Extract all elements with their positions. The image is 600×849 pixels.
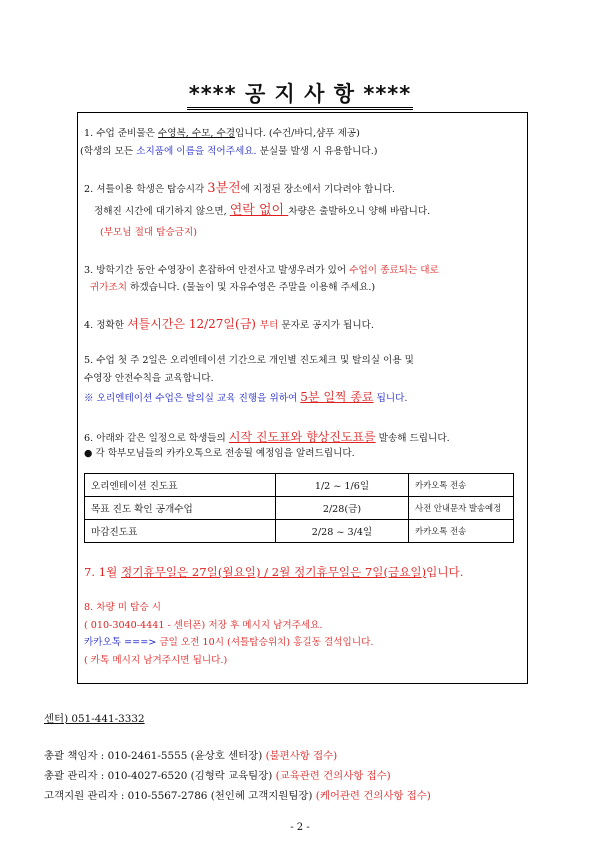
table-row (85, 497, 514, 520)
page-title: **** 공 지 사 항 **** (0, 78, 600, 108)
center-phone: 센터) 051-441-3332 (44, 713, 145, 725)
schedule-method: 사전 안내문자 발송예정 (409, 497, 514, 520)
table-row (85, 520, 514, 543)
item-5-line-3: ※ 오리엔테이션 수업은 탈의실 교육 진행을 위하여 5분 일찍 종료 됩니다. (84, 390, 408, 404)
item-8-line-4: ( 카톡 메시지 남겨주시면 됩니다.) (84, 655, 228, 666)
schedule-method: 카카오톡 전송 (409, 474, 514, 497)
item-1-line-2: (학생의 모든 소지품에 이름을 적어주세요. 분실물 발생 시 유용합니다.) (80, 146, 378, 157)
schedule-method: 카카오톡 전송 (409, 520, 514, 543)
schedule-name: 마감진도표 (85, 520, 276, 543)
schedule-name: 목표 진도 확인 공개수업 (85, 497, 276, 520)
schedule-period: 2/28(금) (276, 497, 409, 520)
item-2-line-1: 2. 셔틀이용 학생은 탑승시각 3분전에 지정된 장소에서 기다려야 합니다. (84, 181, 395, 196)
item-2-line-3: (부모님 절대 탑승금지) (100, 227, 197, 238)
item-5-line-2: 수영장 안전수칙을 교육합니다. (84, 373, 214, 384)
schedule-period: 1/2 ~ 1/6일 (276, 474, 409, 497)
item-8-line-3: 카카오톡 ===> 금일 오전 10시 (셔틀탑승위치) 홍길동 결석입니다. (84, 637, 374, 648)
item-8-line-2: ( 010-3040-4441 - 센터폰) 저장 후 메시지 남겨주세요. (84, 620, 323, 631)
item-7-line-1: 7. 1월 정기휴무일은 27일(월요일) / 2월 정기휴무일은 7일(금요일)입니다. (84, 565, 464, 579)
contact-line: 총괄 관리자 : 010-4027-6520 (김형락 교육팀장) (교육관련 건의사항 접수) (44, 770, 391, 782)
item-5-line-1: 5. 수업 첫 주 2일은 오리엔테이션 기간으로 개인별 진도체크 및 탈의실 이용 및 (84, 355, 414, 366)
item-8-line-1: 8. 차량 미 탑승 시 (84, 602, 161, 613)
item-1-line-1: 1. 수업 준비물은 수영복, 수모, 수경입니다. (수건/바디,샴푸 제공) (84, 128, 360, 139)
item-6-line-1: 6. 아래와 같은 일정으로 학생들의 시작 진도표와 향상진도표를 발송해 드립니다. (84, 430, 450, 444)
item-2-line-2: 정해진 시간에 대기하지 않으면, 연락 없이 차량은 출발하오니 양해 바랍니다. (94, 203, 431, 218)
schedule-name: 오리엔테이션 진도표 (85, 474, 276, 497)
item-6-line-2: ● 각 학부모님들의 카카오톡으로 전송될 예정임을 알려드립니다. (84, 448, 355, 459)
schedule-period: 2/28 ~ 3/4일 (276, 520, 409, 543)
item-3-line-1: 3. 방학기간 동안 수영장이 혼잡하여 안전사고 발생우려가 있어 수업이 종료되는 대로 (84, 265, 439, 276)
item-3-line-2: 귀가조치 하겠습니다. (물놀이 및 자유수영은 주말을 이용해 주세요.) (90, 282, 376, 293)
contact-line: 고객지원 관리자 : 010-5567-2786 (천인혜 고객지원팀장) (케어관련 건의사항 접수) (44, 790, 431, 802)
table-row (85, 474, 514, 497)
schedule-table (84, 473, 514, 543)
item-4-line-1: 4. 정확한 셔틀시간은 12/27일(금) 부터 문자로 공지가 됩니다. (84, 317, 374, 331)
page-number: - 2 - (290, 822, 310, 833)
contact-line: 총괄 책임자 : 010-2461-5555 (윤상호 센터장) (불편사항 접수) (44, 750, 338, 762)
